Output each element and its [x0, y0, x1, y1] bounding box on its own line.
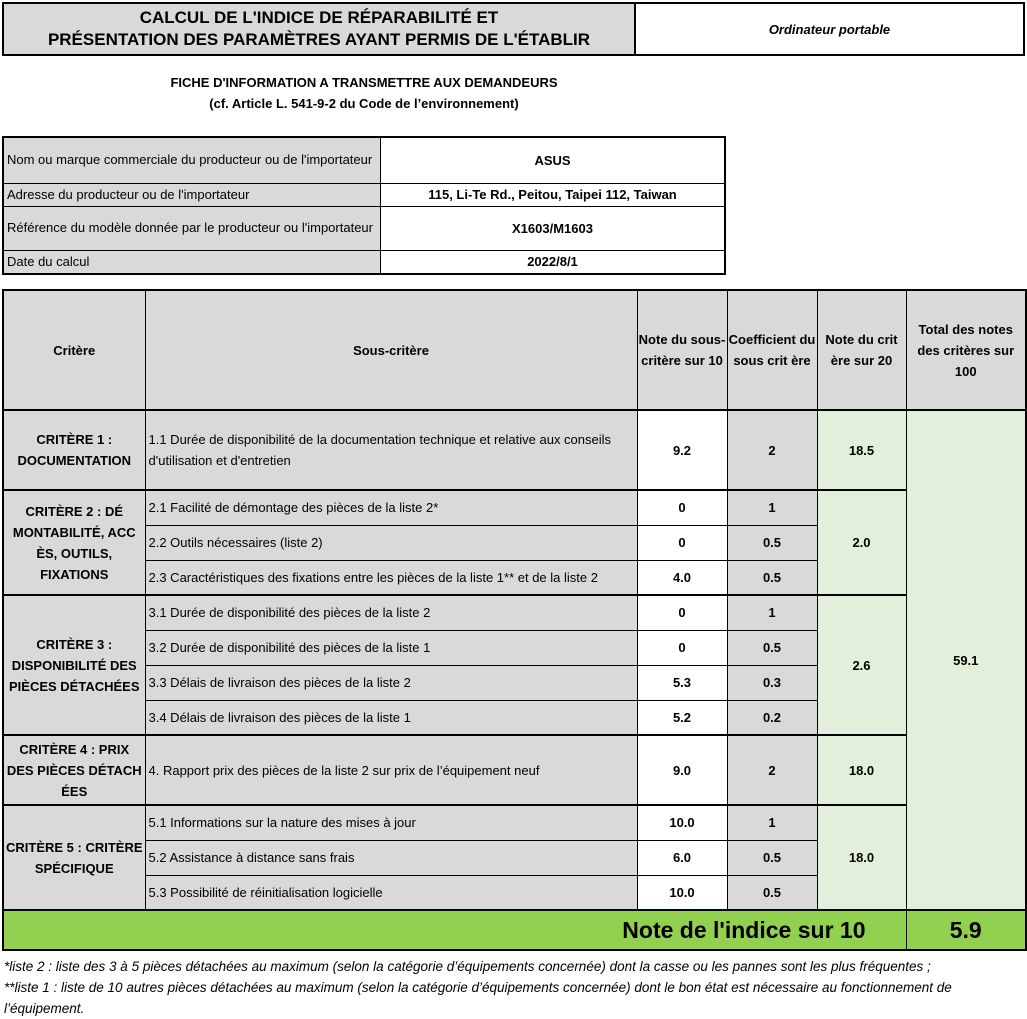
footnote-liste-2: *liste 2 : liste des 3 à 5 pièces détachées au maximum (selon la catégorie d’équipements concernée) dont la casse ou les pannes sont les plus fréquentes ; — [4, 959, 931, 974]
sub-criterion: 2.3 Caractéristiques des fixations entre les pièces de la liste 1** et de la liste 2 — [145, 560, 637, 595]
sub-note: 9.0 — [637, 735, 727, 805]
sub-coef: 1 — [727, 490, 817, 525]
criterion-score: 18.0 — [817, 735, 906, 805]
header-critere: Critère — [3, 290, 145, 410]
sub-criterion: 3.3 Délais de livraison des pièces de la liste 2 — [145, 665, 637, 700]
sub-criterion: 3.1 Durée de disponibilité des pièces de la liste 2 — [145, 595, 637, 630]
info-label: Référence du modèle donnée par le producteur ou l'importateur — [3, 206, 381, 250]
table-header-row — [3, 290, 1026, 410]
sub-note: 5.3 — [637, 665, 727, 700]
table-row — [3, 410, 1026, 490]
info-label: Date du calcul — [3, 250, 381, 274]
sub-criterion: 2.1 Facilité de démontage des pièces de la liste 2* — [145, 490, 637, 525]
sub-note: 0 — [637, 630, 727, 665]
fiche-heading — [0, 72, 728, 114]
criterion-score: 2.6 — [817, 595, 906, 735]
info-label: Adresse du producteur ou de l'importateur — [3, 183, 381, 206]
table-row — [3, 735, 1026, 805]
info-row-brand — [3, 137, 725, 183]
sub-note: 10.0 — [637, 805, 727, 840]
sub-criterion: 1.1 Durée de disponibilité de la documentation technique et relative aux conseils d'utilisation et d'entretien — [145, 410, 637, 490]
footnotes — [4, 956, 1024, 1019]
info-value: ASUS — [381, 137, 726, 183]
criterion-score: 18.0 — [817, 805, 906, 910]
sub-note: 0 — [637, 490, 727, 525]
info-row-address — [3, 183, 725, 206]
product-type: Ordinateur portable — [636, 2, 1025, 56]
final-score-value: 5.9 — [906, 910, 1026, 950]
sub-coef: 0.5 — [727, 875, 817, 910]
sub-coef: 0.5 — [727, 560, 817, 595]
footnote-liste-1: **liste 1 : liste de 10 autres pièces détachées au maximum (selon la catégorie d’équipements concernée) dont le bon état est nécessaire au fonctionnement de l’équipement. — [4, 980, 952, 1016]
page-title — [2, 2, 636, 56]
sub-coef: 0.5 — [727, 840, 817, 875]
header-note-critere: Note du crit ère sur 20 — [817, 290, 906, 410]
info-row-date — [3, 250, 725, 274]
final-score-label: Note de l'indice sur 10 — [3, 910, 906, 950]
sub-note: 6.0 — [637, 840, 727, 875]
total-score: 59.1 — [906, 410, 1026, 910]
criterion-name: CRITÈRE 1 : DOCUMENTATION — [3, 410, 145, 490]
sub-coef: 0.2 — [727, 700, 817, 735]
sub-criterion: 3.2 Durée de disponibilité des pièces de la liste 1 — [145, 630, 637, 665]
sub-note: 10.0 — [637, 875, 727, 910]
header-coefficient: Coefficient du sous crit ère — [727, 290, 817, 410]
sub-criterion: 3.4 Délais de livraison des pièces de la liste 1 — [145, 700, 637, 735]
table-row — [3, 490, 1026, 525]
sub-coef: 2 — [727, 735, 817, 805]
header-total: Total des notes des critères sur 100 — [906, 290, 1026, 410]
sub-criterion: 5.2 Assistance à distance sans frais — [145, 840, 637, 875]
sub-coef: 0.3 — [727, 665, 817, 700]
info-value: 115, Li-Te Rd., Peitou, Taipei 112, Taiwan — [381, 183, 726, 206]
sub-coef: 2 — [727, 410, 817, 490]
header-note-sous-critere: Note du sous-critère sur 10 — [637, 290, 727, 410]
sub-criterion: 5.1 Informations sur la nature des mises à jour — [145, 805, 637, 840]
sub-coef: 1 — [727, 595, 817, 630]
final-score-row — [3, 910, 1026, 950]
criterion-name: CRITÈRE 3 : DISPONIBILITÉ DES PIÈCES DÉTACHÉES — [3, 595, 145, 735]
criterion-score: 2.0 — [817, 490, 906, 595]
sub-note: 4.0 — [637, 560, 727, 595]
sub-note: 5.2 — [637, 700, 727, 735]
sub-criterion: 2.2 Outils nécessaires (liste 2) — [145, 525, 637, 560]
title-line-1: CALCUL DE L'INDICE DE RÉPARABILITÉ ET — [139, 8, 499, 27]
info-row-model — [3, 206, 725, 250]
table-row — [3, 805, 1026, 840]
repairability-table — [2, 289, 1027, 951]
info-label: Nom ou marque commerciale du producteur ou de l'importateur — [3, 137, 381, 183]
info-value: 2022/8/1 — [381, 250, 726, 274]
sub-coef: 0.5 — [727, 630, 817, 665]
sub-coef: 0.5 — [727, 525, 817, 560]
fiche-line-2: (cf. Article L. 541-9-2 du Code de l’environnement) — [209, 96, 519, 111]
criterion-name: CRITÈRE 2 : DÉ MONTABILITÉ, ACC ÈS, OUTILS, FIXATIONS — [3, 490, 145, 595]
producer-info-table — [2, 136, 726, 275]
table-row — [3, 595, 1026, 630]
criterion-score: 18.5 — [817, 410, 906, 490]
sub-criterion: 4. Rapport prix des pièces de la liste 2 sur prix de l’équipement neuf — [145, 735, 637, 805]
sub-criterion: 5.3 Possibilité de réinitialisation logicielle — [145, 875, 637, 910]
criterion-name: CRITÈRE 4 : PRIX DES PIÈCES DÉTACH ÉES — [3, 735, 145, 805]
fiche-line-1: FICHE D'INFORMATION A TRANSMETTRE AUX DEMANDEURS — [170, 75, 558, 90]
title-line-2: PRÉSENTATION DES PARAMÈTRES AYANT PERMIS DE L'ÉTABLIR — [47, 30, 591, 49]
sub-coef: 1 — [727, 805, 817, 840]
header-sous-critere: Sous-critère — [145, 290, 637, 410]
sub-note: 9.2 — [637, 410, 727, 490]
info-value: X1603/M1603 — [381, 206, 726, 250]
sub-note: 0 — [637, 525, 727, 560]
criterion-name: CRITÈRE 5 : CRITÈRE SPÉCIFIQUE — [3, 805, 145, 910]
sub-note: 0 — [637, 595, 727, 630]
